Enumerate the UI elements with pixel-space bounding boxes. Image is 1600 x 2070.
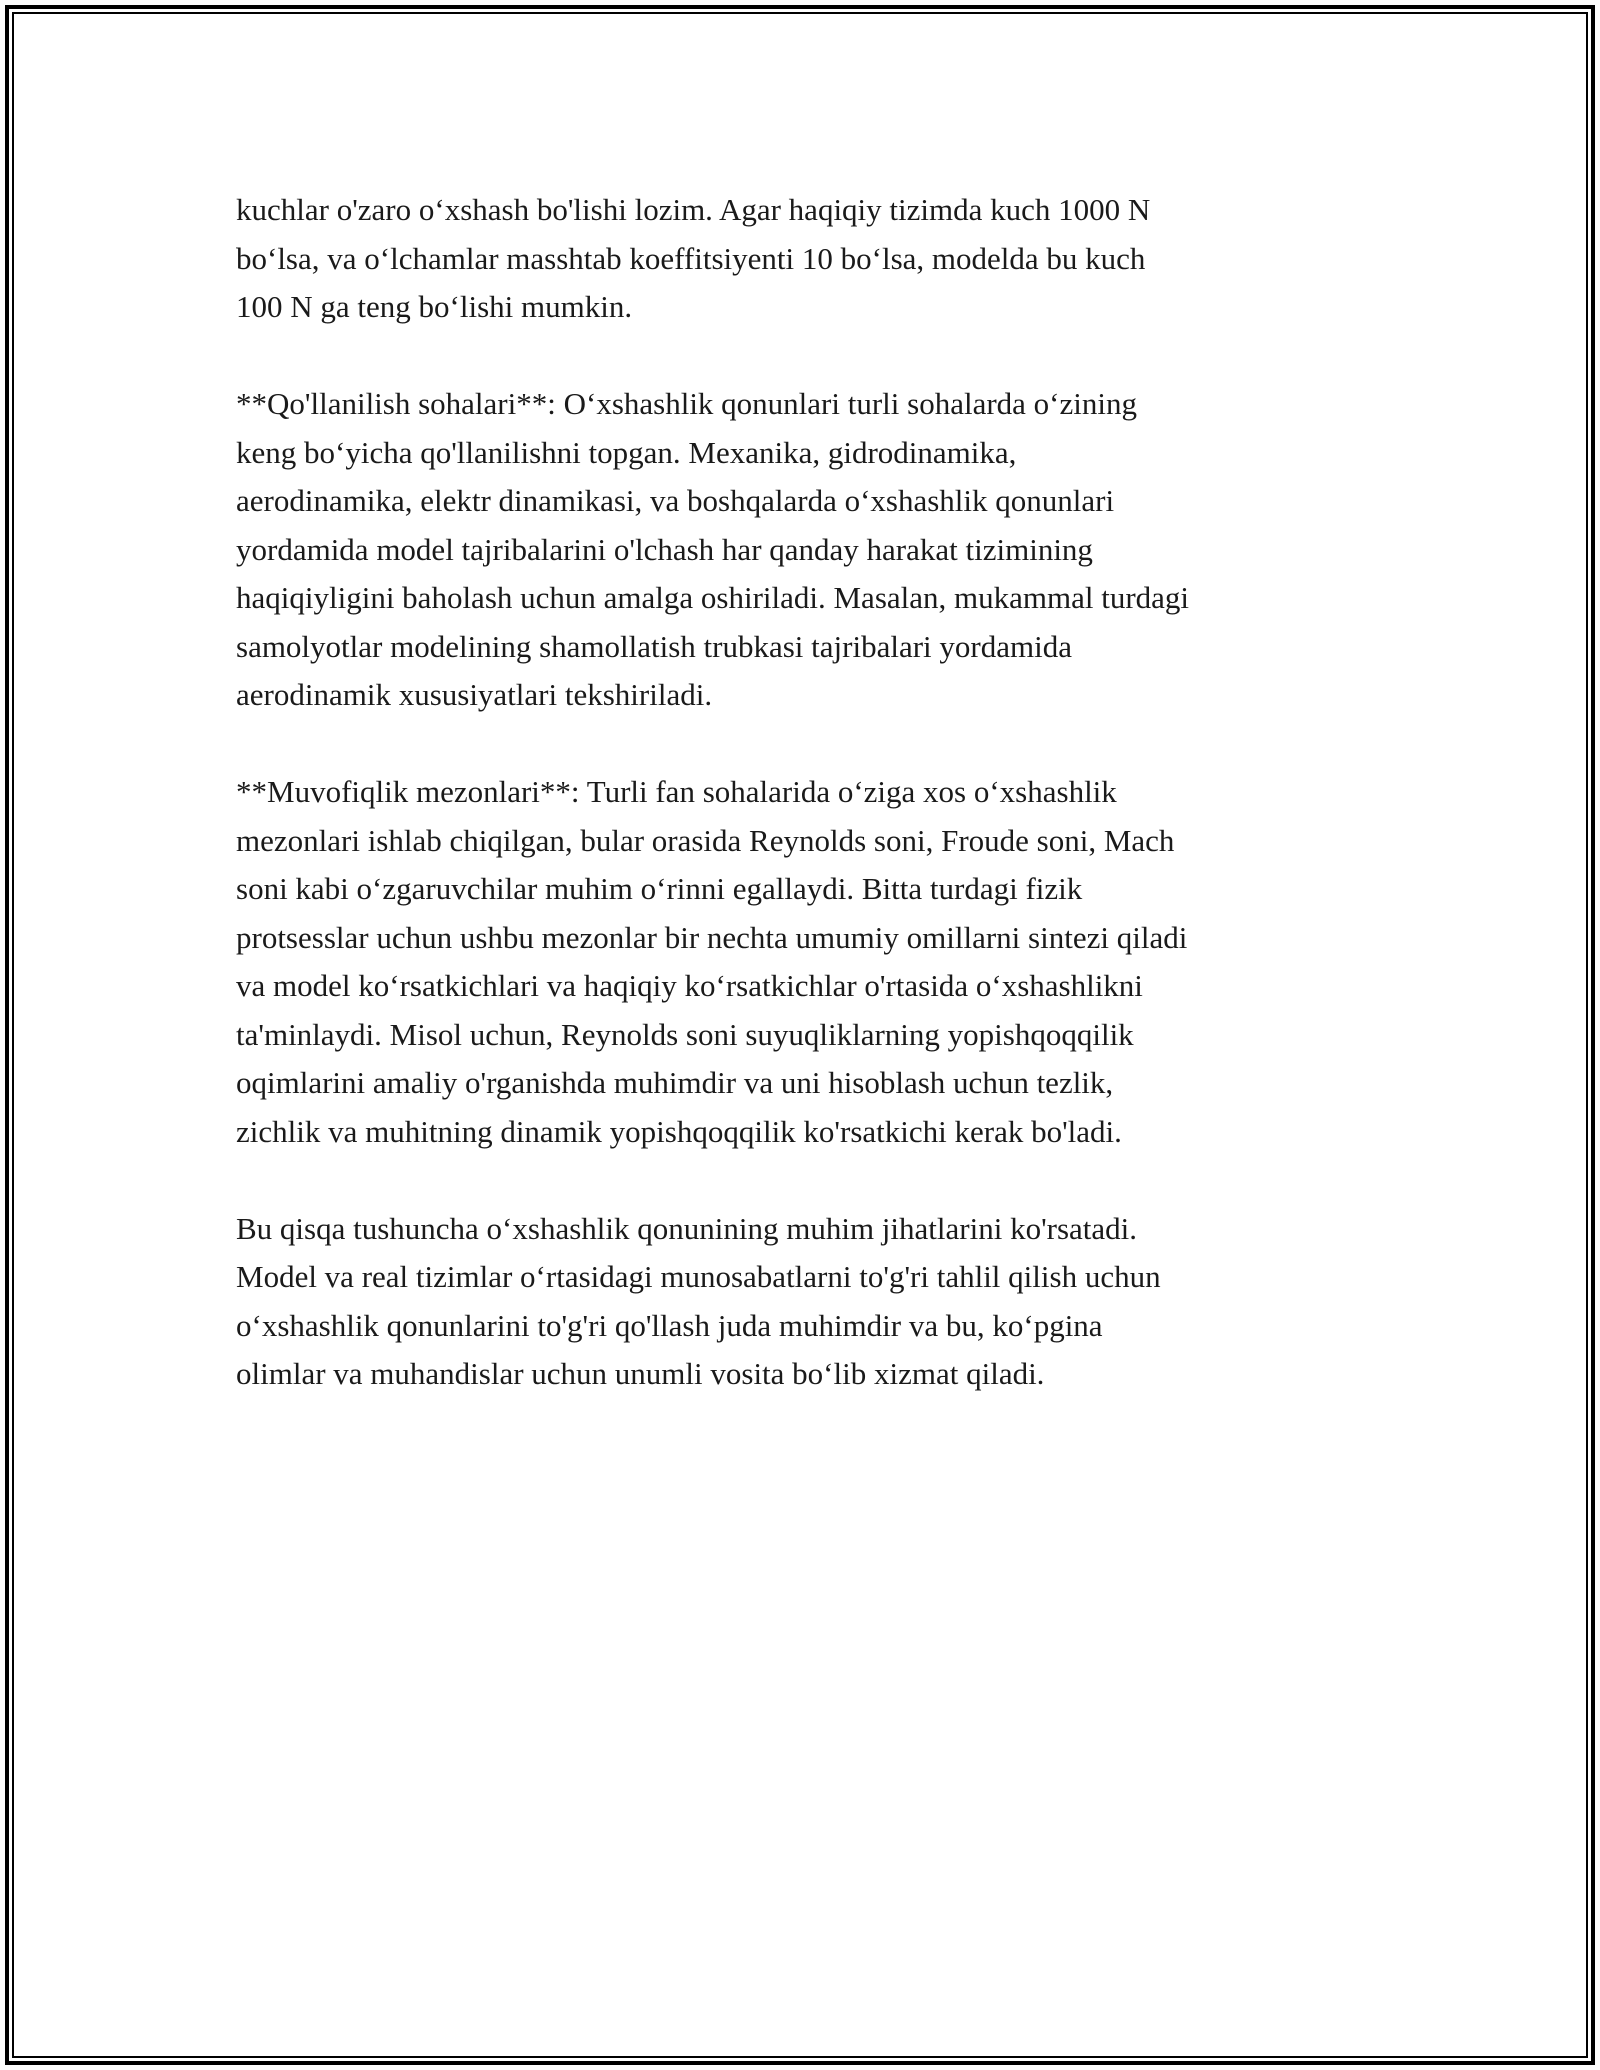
document-body [236,186,1386,1447]
text-line: va model ko‘rsatkichlari va haqiqiy ko‘rsatkichlar o'rtasida o‘xshashlikni [236,968,1143,1003]
paragraph-conclusion [236,1205,1386,1399]
paragraph-application-areas [236,380,1386,720]
text-line: ta'minlaydi. Misol uchun, Reynolds soni suyuqliklarning yopishqoqqilik [236,1016,1134,1052]
text-line: bo‘lsa, va o‘lchamlar masshtab koeffitsiyenti 10 bo‘lsa, modelda bu kuch [236,240,1146,276]
text-line: oqimlarini amaliy o'rganishda muhimdir va uni hisoblash uchun tezlik, [236,1065,1114,1100]
text-line: olimlar va muhandislar uchun unumli vosita bo‘lib xizmat qiladi. [236,1356,1045,1391]
text-line: aerodinamika, elektr dinamikasi, va boshqalarda o‘xshashlik qonunlari [236,483,1115,518]
text-line: yordamida model tajribalarini o'lchash har qanday harakat tizimining [236,531,1093,567]
text-line: Model va real tizimlar o‘rtasidagi munosabatlarni to'g'ri tahlil qilish uchun [236,1259,1161,1294]
text-line: mezonlari ishlab chiqilgan, bular orasida Reynolds soni, Froude soni, Mach [236,822,1175,858]
text-line: 100 N ga teng bo‘lishi mumkin. [236,289,633,324]
text-line: zichlik va muhitning dinamik yopishqoqqilik ko'rsatkichi kerak bo'ladi. [236,1113,1122,1149]
text-line: **Muvofiqlik mezonlari**: Turli fan sohalarida o‘ziga xos o‘xshashlik [236,774,1117,809]
text-line: protsesslar uchun ushbu mezonlar bir nechta umumiy omillarni sintezi qiladi [236,919,1188,955]
text-line: soni kabi o‘zgaruvchilar muhim o‘rinni egallaydi. Bitta turdagi fizik [236,871,1083,906]
text-line: samolyotlar modelining shamollatish trubkasi tajribalari yordamida [236,628,1072,664]
paragraph-force-similarity [236,186,1386,332]
paragraph-similarity-criteria [236,768,1386,1156]
text-line: aerodinamik xususiyatlari tekshiriladi. [236,677,713,712]
text-line: **Qo'llanilish sohalari**: O‘xshashlik qonunlari turli sohalarda o‘zining [236,386,1137,421]
text-line: keng bo‘yicha qo'llanilishni topgan. Mexanika, gidrodinamika, [236,434,1017,470]
text-line: haqiqiyligini baholash uchun amalga oshiriladi. Masalan, mukammal turdagi [236,580,1190,615]
text-line: Bu qisqa tushuncha o‘xshashlik qonunining muhim jihatlarini ko'rsatadi. [236,1210,1138,1246]
text-line: kuchlar o'zaro o‘xshash bo'lishi lozim. Agar haqiqiy tizimda kuch 1000 N [236,192,1151,227]
text-line: o‘xshashlik qonunlarini to'g'ri qo'llash juda muhimdir va bu, ko‘pgina [236,1307,1103,1343]
